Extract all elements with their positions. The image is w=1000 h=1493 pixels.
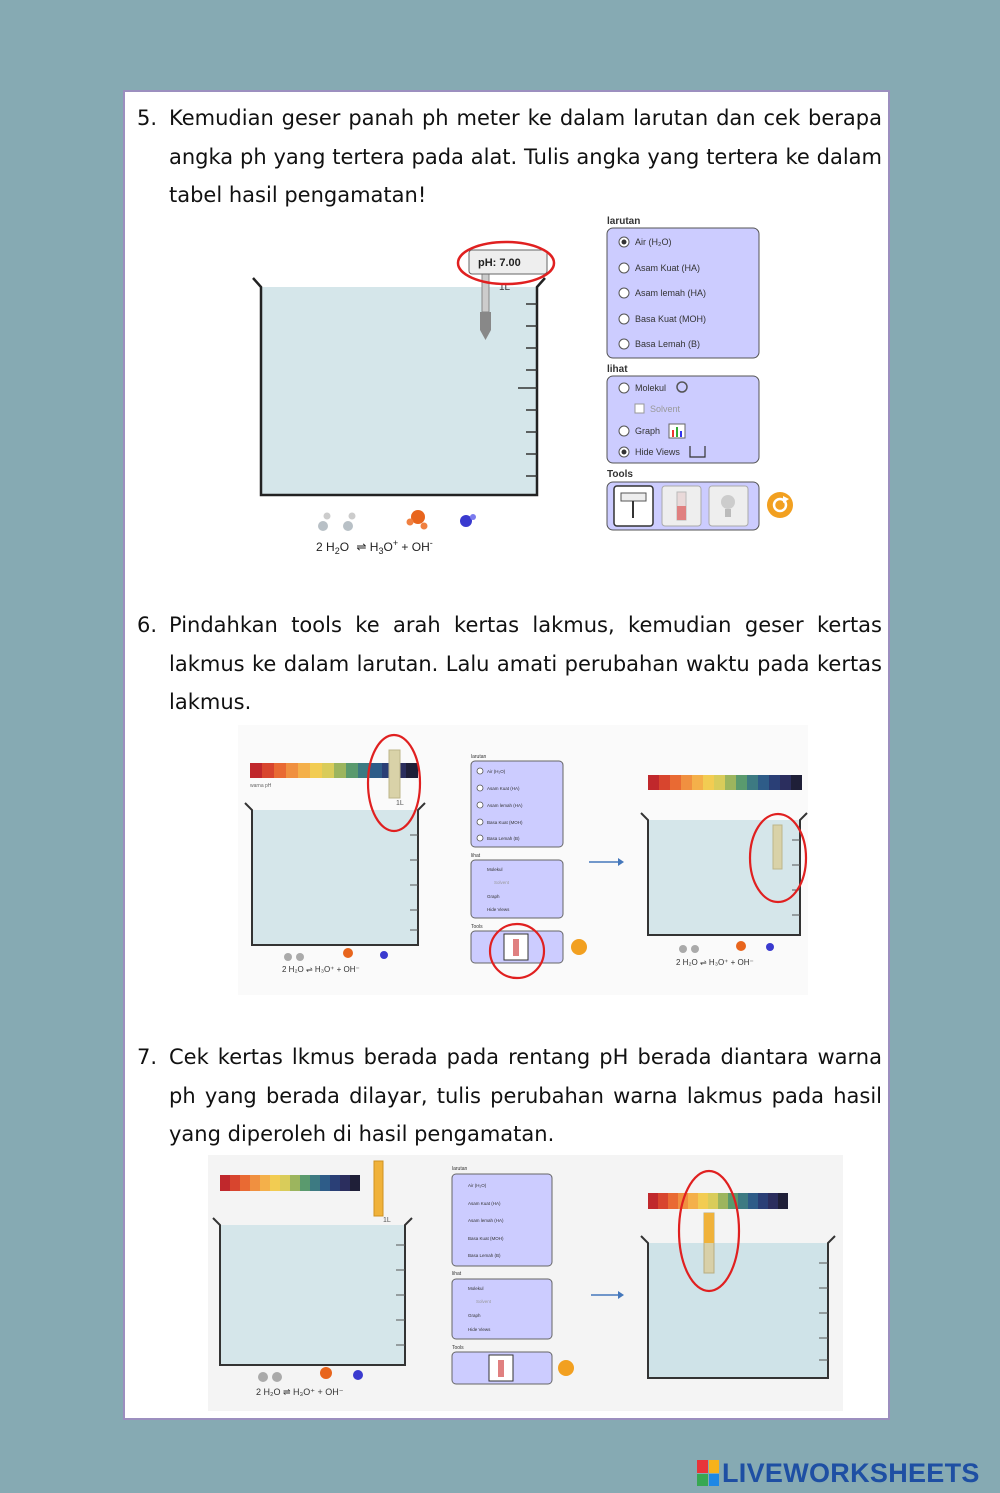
ph-color-scale <box>220 1175 360 1191</box>
equation: 2 H₂O ⇌ H₃O⁺ + OH⁻ <box>676 958 754 967</box>
ph-meter-tool[interactable] <box>614 486 653 526</box>
step-text: Kemudian geser panah ph meter ke dalam larutan dan cek berapa angka ph yang tertera pada alat. Tulis angka yang tertera ke dalam tabel hasil pengamatan! <box>169 106 882 207</box>
larutan-title: larutan <box>607 216 641 227</box>
litmus-paper-tool[interactable] <box>662 486 701 526</box>
svg-text:Solvent: Solvent <box>494 880 510 885</box>
svg-text:Asam Kuat (HA): Asam Kuat (HA) <box>635 263 701 273</box>
molecules-icon <box>318 510 476 531</box>
equation: 2 H₂O ⇌ H₃O⁺ + OH⁻ <box>282 965 360 974</box>
svg-text:lihat: lihat <box>471 853 481 859</box>
svg-text:Asam lemah (HA): Asam lemah (HA) <box>487 803 523 808</box>
svg-text:Air (H₂O): Air (H₂O) <box>635 237 672 247</box>
reset-button[interactable] <box>571 939 587 955</box>
svg-text:larutan: larutan <box>452 1166 468 1172</box>
volume-mark: 1L <box>499 282 511 293</box>
step-number: 6. <box>137 613 158 637</box>
radio-basa-lemah[interactable] <box>619 339 629 349</box>
svg-text:Hide Views: Hide Views <box>468 1327 491 1332</box>
beaker-before <box>245 735 425 974</box>
figure-ph-meter <box>250 212 810 562</box>
graph-icon <box>669 424 685 438</box>
figure-litmus-result <box>208 1155 843 1411</box>
svg-text:Hide Views: Hide Views <box>487 907 510 912</box>
svg-text:1L: 1L <box>383 1217 391 1224</box>
svg-text:Basa Lemah (B): Basa Lemah (B) <box>635 339 701 349</box>
svg-text:larutan: larutan <box>471 754 487 760</box>
logo-text: LIVEWORKSHEETS <box>722 1457 980 1488</box>
svg-text:Graph: Graph <box>487 894 500 899</box>
radio-molekul[interactable] <box>619 383 629 393</box>
svg-text:Tools: Tools <box>471 924 483 930</box>
liveworksheets-logo <box>697 1458 980 1488</box>
svg-text:Hide Views: Hide Views <box>635 447 680 457</box>
svg-text:1L: 1L <box>396 800 404 807</box>
svg-text:Asam Kuat (HA): Asam Kuat (HA) <box>468 1201 501 1206</box>
checkbox-solvent[interactable] <box>635 404 644 413</box>
reset-button[interactable] <box>558 1360 574 1376</box>
svg-text:Basa Kuat (MOH): Basa Kuat (MOH) <box>468 1236 504 1241</box>
svg-text:Air (H₂O): Air (H₂O) <box>468 1183 487 1188</box>
svg-text:warna pH: warna pH <box>250 783 272 789</box>
svg-text:lihat: lihat <box>452 1271 462 1277</box>
step-number: 5. <box>137 106 158 130</box>
reset-button[interactable] <box>767 492 793 518</box>
ph-color-scale <box>648 1193 788 1209</box>
svg-text:Molekul: Molekul <box>468 1286 484 1291</box>
svg-text:Tools: Tools <box>452 1345 464 1351</box>
logo-icon <box>697 1460 719 1486</box>
step-6 <box>137 606 882 722</box>
svg-text:Basa Lemah (B): Basa Lemah (B) <box>487 836 520 841</box>
svg-text:Asam Kuat (HA): Asam Kuat (HA) <box>487 786 520 791</box>
lightbulb-tool[interactable] <box>709 486 748 526</box>
lihat-title: lihat <box>607 364 628 375</box>
svg-text:Molekul: Molekul <box>635 383 667 393</box>
svg-text:Basa Kuat (MOH): Basa Kuat (MOH) <box>487 820 523 825</box>
litmus-strip[interactable] <box>773 825 782 869</box>
step-text: Pindahkan tools ke arah kertas lakmus, kemudian geser kertas lakmus ke dalam larutan. Lalu amati perubahan waktu pada kertas lakmus. <box>169 613 882 714</box>
svg-text:Molekul: Molekul <box>487 867 503 872</box>
svg-text:Basa Kuat (MOH): Basa Kuat (MOH) <box>635 314 707 324</box>
radio-basa-kuat[interactable] <box>619 314 629 324</box>
svg-text:Solvent: Solvent <box>650 404 681 414</box>
figure-litmus-placement <box>238 725 808 995</box>
tools-title: Tools <box>607 469 633 480</box>
radio-asam-lemah[interactable] <box>619 288 629 298</box>
ph-readout: pH: 7.00 <box>478 257 521 269</box>
equation: 2 H₂O ⇌ H₃O⁺ + OH⁻ <box>256 1387 344 1397</box>
beaker <box>253 278 545 495</box>
step-number: 7. <box>137 1045 158 1069</box>
svg-text:Graph: Graph <box>468 1313 481 1318</box>
ph-color-scale <box>648 775 802 790</box>
svg-text:Solvent: Solvent <box>476 1299 492 1304</box>
svg-text:Asam lemah (HA): Asam lemah (HA) <box>635 288 707 298</box>
step-7 <box>137 1038 882 1154</box>
litmus-strip[interactable] <box>389 750 400 798</box>
svg-text:Graph: Graph <box>635 426 661 436</box>
litmus-strip[interactable] <box>374 1161 383 1216</box>
step-5 <box>137 99 882 215</box>
svg-text:Asam lemah (HA): Asam lemah (HA) <box>468 1218 504 1223</box>
step-text: Cek kertas lkmus berada pada rentang pH berada diantara warna ph yang berada dilayar, tulis perubahan warna lakmus pada hasil yang diperoleh di hasil pengamatan. <box>169 1045 882 1146</box>
svg-text:Air (H₂O): Air (H₂O) <box>487 769 506 774</box>
radio-graph[interactable] <box>619 426 629 436</box>
radio-asam-kuat[interactable] <box>619 263 629 273</box>
lihat-panel <box>607 376 759 463</box>
equation: 2 $H_2O$ ⇌ $H_3O^+ + OH^-$ <box>316 538 433 556</box>
svg-text:Basa Lemah (B): Basa Lemah (B) <box>468 1253 501 1258</box>
worksheet-page <box>123 90 890 1420</box>
